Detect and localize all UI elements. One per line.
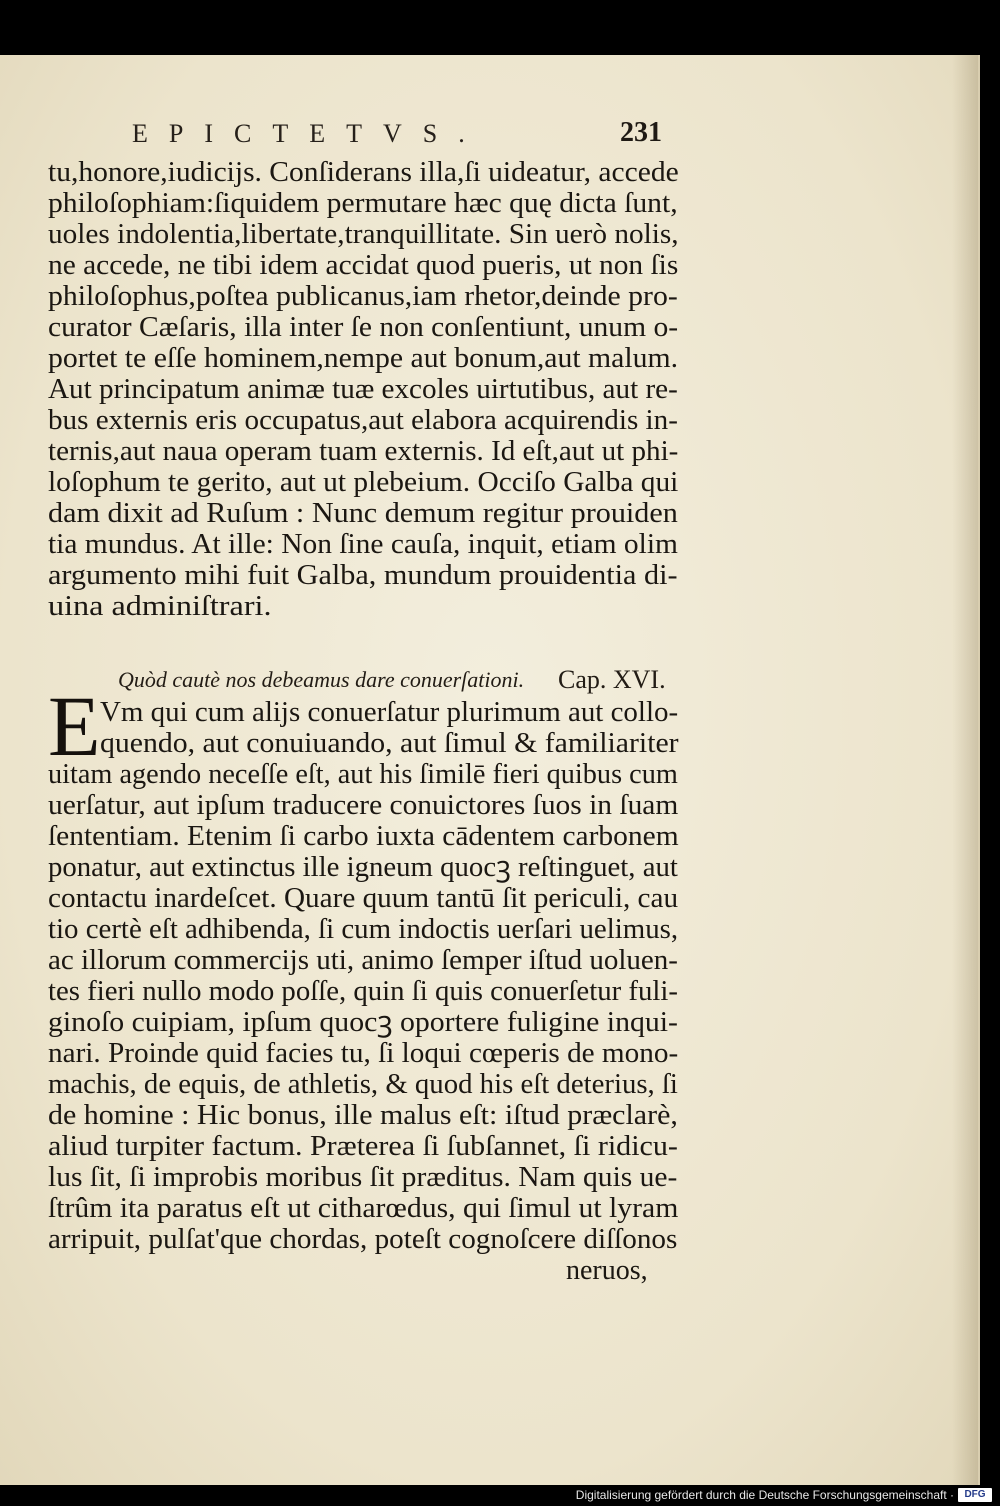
text-line: portet te eſſe hominem,nempe aut bonum,aut malum. bbox=[48, 343, 679, 374]
text-line: tio certè eſt adhibenda, ſi cum indoctis uerſari uelimus, bbox=[48, 914, 679, 945]
text-line: arripuit, pulſat'que chordas, poteſt cognoſcere diſſonos bbox=[48, 1224, 678, 1255]
running-head bbox=[132, 115, 662, 155]
text-line: bus externis eris occupatus,aut elabora acquirendis in- bbox=[48, 405, 678, 436]
text-line: ac illorum commercijs uti, animo ſemper iſtud uoluen- bbox=[48, 945, 678, 976]
text-line: loſophum te gerito, aut ut plebeium. Occiſo Galba qui bbox=[48, 467, 679, 498]
running-title: EPICTETVS. bbox=[132, 119, 486, 148]
text-line: ponatur, aut extinctus ille igneum quocꝫ reſtinguet, aut bbox=[48, 852, 678, 883]
text-line: tes fieri nullo modo poſſe, quin ſi quis conuerſetur fuli- bbox=[48, 976, 678, 1007]
text-line: aliud turpiter factum. Præterea ſi ſubſannet, ſi ridicu- bbox=[48, 1131, 678, 1162]
text-line: uerſatur, aut ipſum traducere conuictores ſuos in ſuam bbox=[48, 790, 679, 821]
text-line: ginoſo cuipiam, ipſum quocꝫ oportere fuligine inqui- bbox=[48, 1007, 678, 1038]
text-line: lus ſit, ſi improbis moribus ſit præditus. Nam quis ue- bbox=[48, 1162, 678, 1193]
text-line: tia mundus. At ille: Non ſine cauſa, inquit, etiam olim bbox=[48, 529, 678, 560]
text-line: contactu inardeſcet. Quare quum tantū ſit periculi, cau bbox=[48, 883, 679, 914]
text-line: ne accede, ne tibi idem accidat quod pueris, ut non ſis bbox=[48, 250, 679, 281]
drop-cap: E bbox=[48, 678, 101, 774]
page-number: 231 bbox=[620, 117, 662, 148]
text-line: ſententiam. Etenim ſi carbo iuxta cādentem carbonem bbox=[48, 821, 679, 852]
text-line: curator Cæſaris, illa inter ſe non conſentiunt, unum o- bbox=[48, 312, 679, 343]
text-line: de homine : Hic bonus, ille malus eſt: iſtud præclarè, bbox=[48, 1100, 678, 1131]
text-line: uoles indolentia,libertate,tranquillitate. Sin uerò nolis, bbox=[48, 219, 679, 250]
text-line: quendo, aut conuiuando, aut ſimul & familiariter bbox=[100, 728, 679, 759]
book-page bbox=[0, 55, 980, 1485]
text-line: philoſophus,poſtea publicanus,iam rhetor,deinde pro- bbox=[48, 281, 678, 312]
text-line: nari. Proinde quid facies tu, ſi loqui cœperis de mono- bbox=[48, 1038, 679, 1069]
chapter-heading: Quòd cautè nos debeamus dare conuerſationi. bbox=[118, 667, 525, 692]
footer-credit: Digitalisierung gefördert durch die Deutsche Forschungsgemeinschaft · bbox=[575, 1488, 954, 1502]
catchword: neruos, bbox=[566, 1255, 648, 1286]
text-line: philoſophiam:ſiquidem permutare hæc quę dicta ſunt, bbox=[48, 188, 678, 219]
text-line: Vm qui cum alijs conuerſatur plurimum aut collo- bbox=[100, 697, 679, 728]
text-line: dam dixit ad Ruſum : Nunc demum regitur prouiden bbox=[48, 498, 678, 529]
text-line: Aut principatum animæ tuæ excoles uirtutibus, aut re- bbox=[48, 374, 678, 405]
text-line: ternis,aut naua operam tuam externis. Id eſt,aut ut phi- bbox=[48, 436, 679, 467]
chapter-number: Cap. XVI. bbox=[558, 665, 666, 694]
text-line: ſtrûm ita paratus eſt ut citharœdus, qui ſimul ut lyram bbox=[48, 1193, 679, 1224]
text-line: machis, de equis, de athletis, & quod his eſt deterius, ſi bbox=[48, 1069, 678, 1100]
dfg-logo: DFG bbox=[958, 1488, 992, 1502]
text-line: argumento mihi fuit Galba, mundum prouidentia di- bbox=[48, 560, 678, 591]
text-line: tu,honore,iudicijs. Conſiderans illa,ſi uideatur, accede bbox=[48, 157, 679, 188]
text-line: uina adminiſtrari. bbox=[48, 591, 272, 622]
text-line: uitam agendo neceſſe eſt, aut his ſimilē fieri quibus cum bbox=[48, 759, 678, 790]
